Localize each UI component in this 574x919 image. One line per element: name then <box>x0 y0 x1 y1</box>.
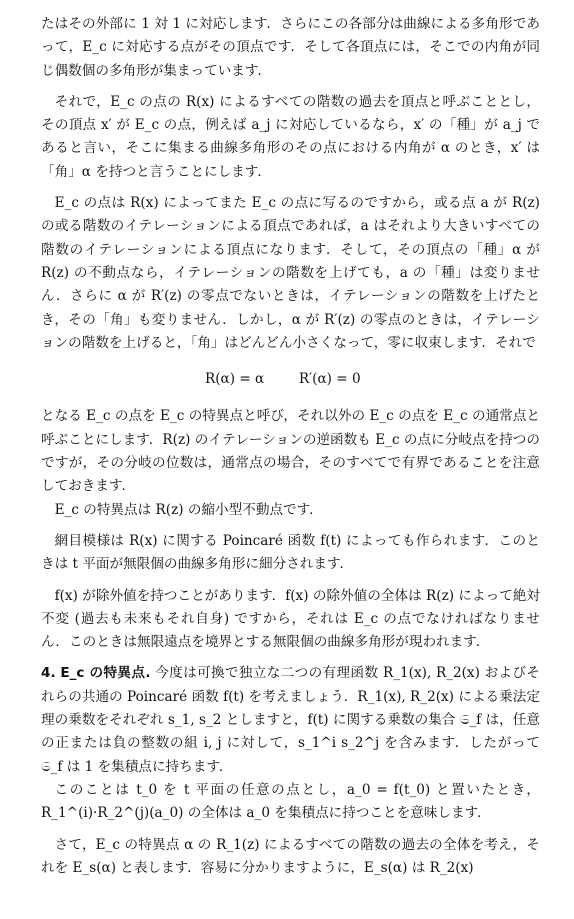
paragraph-text: 網目模様は R(x) に関する Poincaré 函数 f(t) によっても作られます．このときは t 平面が無限個の曲線多角形に細分されます． <box>41 532 540 573</box>
paragraph-text: E_c の点は R(x) によってまた E_c の点に写るのですから，或る点 a が R(z) の或る階数のイテレーションによる頂点であれば，a はそれより大きいすべての階数のイテレーションによる頂点になります．そして，その頂点の「種」α が R(z) の不動点なら，イテレーションの階数を上げても，a の「種」は変りません．さらに α が R′(z) の零点でないときは，イテレーションの階数を上げたとき，その「角」も変りません．しかし，α が R′(z) の零点のときは，イテレーションの階数を上げると，「角」はどんどん小さくなって，零に収束します．それで <box>41 195 540 351</box>
section-number: 4. <box>41 665 56 682</box>
paragraph-text: たはその外部に 1 対 1 に対応します．さらにこの各部分は曲線による多角形であって，E_c に対応する点がその頂点です．そして各頂点には，そこでの内角が同じ偶数個の多角形が集まっています． <box>41 16 540 79</box>
paragraph-7 <box>41 585 540 655</box>
paragraph-text: E_c の特異点は R(z) の縮小型不動点です． <box>54 501 323 518</box>
paragraph-8 <box>41 779 540 826</box>
paragraph-text: f(x) が除外値を持つことがあります．f(x) の除外値の全体は R(z) によって絶対不変 (過去も未来もそれ自身) ですから，それは E_c の点でなければなりません．このときは無限遠点を境界とする無限個の曲線多角形が現われます． <box>41 587 540 651</box>
section-title: E_c の特異点. <box>60 665 151 682</box>
paragraph-6 <box>41 530 540 577</box>
paragraph-3 <box>41 192 540 355</box>
paragraph-2 <box>41 91 540 184</box>
paragraph-9 <box>41 834 540 881</box>
equation-left: R(α) = α <box>205 371 265 388</box>
paragraph-5 <box>41 499 540 522</box>
paragraph-text: さて，E_c の特異点 α の R_1(z) によるすべての階数の過去の全体を考え，それを E_s(α) と表します．容易に分かりますように，E_s(α) は R_2(x) <box>41 836 540 876</box>
section-body: 今度は可換で独立な二つの有理函数 R_1(x), R_2(x) およびそれらの共通の Poincaré 函数 f(t) を考えましょう．R_1(x), R_2(x) による乗法定理の乗数をそれぞれ s_1, s_2 としますと，f(t) に関する乗数の集合 𝔖_f は，任意の正または負の整数の組 i, j に対して，s_1^i s_2^j を含みます．したがって 𝔖_f は 1 を集積点に持ちます． <box>41 665 541 775</box>
display-equation <box>41 368 540 391</box>
paragraph-1 <box>41 13 540 83</box>
section-4 <box>41 662 540 778</box>
paragraph-4 <box>41 405 540 498</box>
paragraph-text: このことは t_0 を t 平面の任意の点とし，a_0 = f(t_0) と置いたとき，R_1^(i)·R_2^(j)(a_0) の全体は a_0 を集積点に持つことを意味します． <box>41 781 540 822</box>
equation-right: R′(α) = 0 <box>298 371 361 388</box>
paragraph-text: となる E_c の点を E_c の特異点と呼び，それ以外の E_c の点を E_c の通常点と呼ぶことにします．R(z) のイテレーションの逆函数も E_c の点に分岐点を持つのですが，その分岐の位数は，通常点の場合，そのすべてで有界であることを注意しておきます． <box>41 408 540 495</box>
paragraph-text: それで，E_c の点の R(x) によるすべての階数の過去を頂点と呼ぶこととし，その頂点 x′ が E_c の点，例えば a_j に対応しているなら，x′ の「種」が a_j であると言い，そこに集まる曲線多角形のその点における内角が α のとき，x′ は「角」α を持つと言うことにします． <box>41 93 540 180</box>
